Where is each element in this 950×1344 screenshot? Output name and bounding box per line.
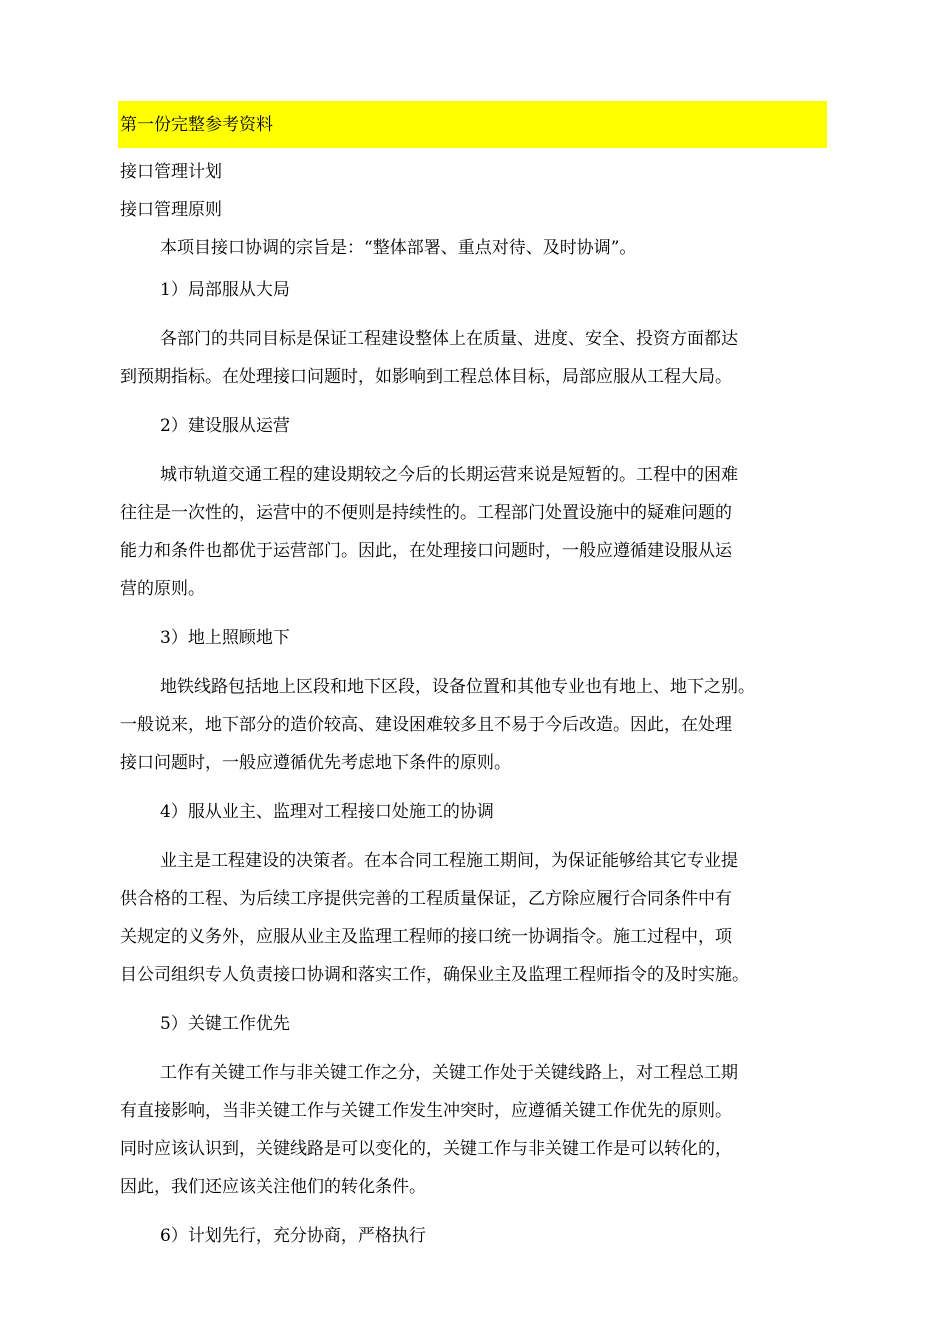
- section-paragraph: [120, 456, 830, 608]
- paragraph-line: 城市轨道交通工程的建设期较之今后的长期运营来说是短暂的。工程中的困难: [160, 465, 738, 485]
- section-paragraph: [120, 320, 830, 396]
- section-paragraph: [120, 1054, 830, 1206]
- heading-interface-principles: 接口管理原则: [120, 200, 222, 220]
- heading-interface-plan: 接口管理计划: [120, 162, 222, 182]
- section-paragraph: [120, 842, 830, 994]
- document-title: 第一份完整参考资料: [120, 115, 273, 135]
- section-heading: 5）关键工作优先: [160, 1014, 290, 1034]
- section-heading: 4）服从业主、监理对工程接口处施工的协调: [160, 802, 494, 822]
- paragraph-line: 营的原则。: [120, 579, 205, 599]
- paragraph-line: 能力和条件也都优于运营部门。因此，在处理接口问题时，一般应遵循建设服从运: [120, 541, 732, 561]
- paragraph-line: 业主是工程建设的决策者。在本合同工程施工期间，为保证能够给其它专业提: [160, 851, 738, 871]
- paragraph-line: 地铁线路包括地上区段和地下区段，设备位置和其他专业也有地上、地下之别。: [160, 677, 755, 697]
- paragraph-line: 各部门的共同目标是保证工程建设整体上在质量、进度、安全、投资方面都达: [160, 329, 738, 349]
- section-heading: 3）地上照顾地下: [160, 628, 290, 648]
- paragraph-line: 接口问题时，一般应遵循优先考虑地下条件的原则。: [120, 753, 511, 773]
- paragraph-line: 同时应该认识到，关键线路是可以变化的，关键工作与非关键工作是可以转化的，: [120, 1139, 732, 1159]
- principle-sections: [120, 278, 830, 1248]
- paragraph-line: 有直接影响，当非关键工作与关键工作发生冲突时，应遵循关键工作优先的原则。: [120, 1101, 732, 1121]
- paragraph-line: 工作有关键工作与非关键工作之分，关键工作处于关键线路上，对工程总工期: [160, 1063, 738, 1083]
- paragraph-line: 往往是一次性的，运营中的不便则是持续性的。工程部门处置设施中的疑难问题的: [120, 503, 732, 523]
- section-heading: 2）建设服从运营: [160, 416, 290, 436]
- section-heading: 1）局部服从大局: [160, 280, 290, 300]
- paragraph-line: 关规定的义务外，应服从业主及监理工程师的接口统一协调指令。施工过程中，项: [120, 927, 732, 947]
- document-body: [120, 160, 830, 1248]
- paragraph-line: 供合格的工程、为后续工序提供完善的工程质量保证，乙方除应履行合同条件中有: [120, 889, 732, 909]
- section-heading: 6）计划先行，充分协商，严格执行: [160, 1226, 426, 1246]
- paragraph-line: 一般说来，地下部分的造价较高、建设困难较多且不易于今后改造。因此，在处理: [120, 715, 732, 735]
- paragraph-line: 到预期指标。在处理接口问题时，如影响到工程总体目标，局部应服从工程大局。: [120, 367, 732, 387]
- intro-paragraph: 本项目接口协调的宗旨是：“整体部署、重点对待、及时协调”。: [160, 238, 637, 258]
- paragraph-line: 因此，我们还应该关注他们的转化条件。: [120, 1177, 426, 1197]
- section-paragraph: [120, 668, 830, 782]
- paragraph-line: 目公司组织专人负责接口协调和落实工作，确保业主及监理工程师指令的及时实施。: [120, 965, 749, 985]
